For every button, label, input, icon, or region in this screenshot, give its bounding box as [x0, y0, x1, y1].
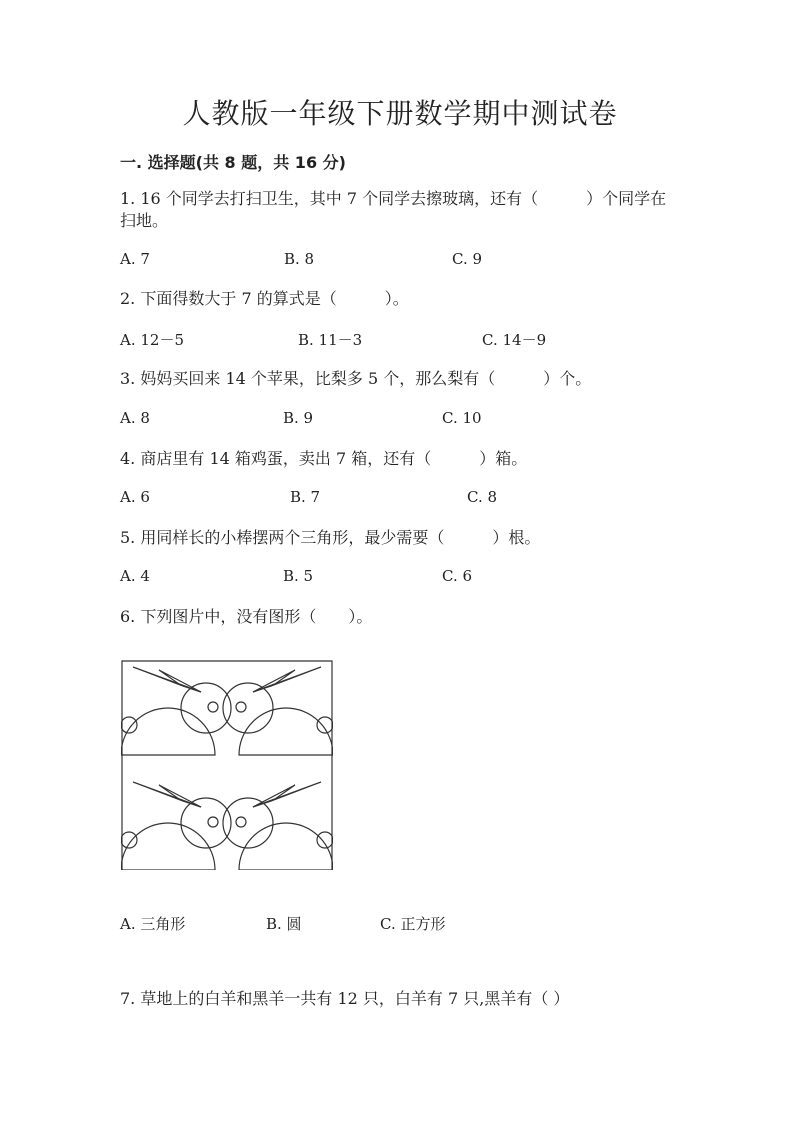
question-4: 4. 商店里有 14 箱鸡蛋，卖出 7 箱，还有（ ）箱。 — [120, 449, 528, 468]
q1-option-c: C. 9 — [452, 250, 483, 268]
q1-option-a: A. 7 — [120, 250, 150, 268]
question-3: 3. 妈妈买回来 14 个苹果，比梨多 5 个，那么梨有（ ）个。 — [120, 369, 592, 388]
q4-option-b: B. 7 — [290, 488, 321, 506]
question-7: 7. 草地上的白羊和黑羊一共有 12 只，白羊有 7 只,黑羊有（ ） — [120, 989, 570, 1008]
q4-option-a: A. 6 — [120, 488, 150, 506]
q5-option-a: A. 4 — [120, 567, 150, 585]
q3-option-c: C. 10 — [442, 409, 482, 427]
question-1: 1. 16 个同学去打扫卫生，其中 7 个同学去擦玻璃，还有（ ）个同学在扫地。 — [120, 189, 667, 230]
q2-option-b: B. 11－3 — [298, 331, 363, 349]
q3-option-b: B. 9 — [283, 409, 314, 427]
page-title: 人教版一年级下册数学期中测试卷 — [182, 97, 618, 130]
q5-option-c: C. 6 — [442, 567, 473, 585]
question-5: 5. 用同样长的小棒摆两个三角形，最少需要（ ）根。 — [120, 528, 541, 547]
q1-option-b: B. 8 — [284, 250, 315, 268]
q6-option-c: C. 正方形 — [380, 915, 446, 933]
q3-option-a: A. 8 — [120, 409, 150, 427]
question-2: 2. 下面得数大于 7 的算式是（ ）。 — [120, 289, 409, 308]
q4-option-c: C. 8 — [467, 488, 498, 506]
q5-option-b: B. 5 — [283, 567, 314, 585]
q2-option-a: A. 12－5 — [120, 331, 184, 349]
q6-option-b: B. 圆 — [266, 915, 302, 933]
q6-option-a: A. 三角形 — [120, 915, 186, 933]
question-6: 6. 下列图片中，没有图形（ ）。 — [120, 607, 373, 626]
rabbit-figure — [121, 660, 333, 870]
section-heading: 一. 选择题(共 8 题，共 16 分) — [120, 153, 346, 172]
q2-option-c: C. 14－9 — [482, 331, 547, 349]
